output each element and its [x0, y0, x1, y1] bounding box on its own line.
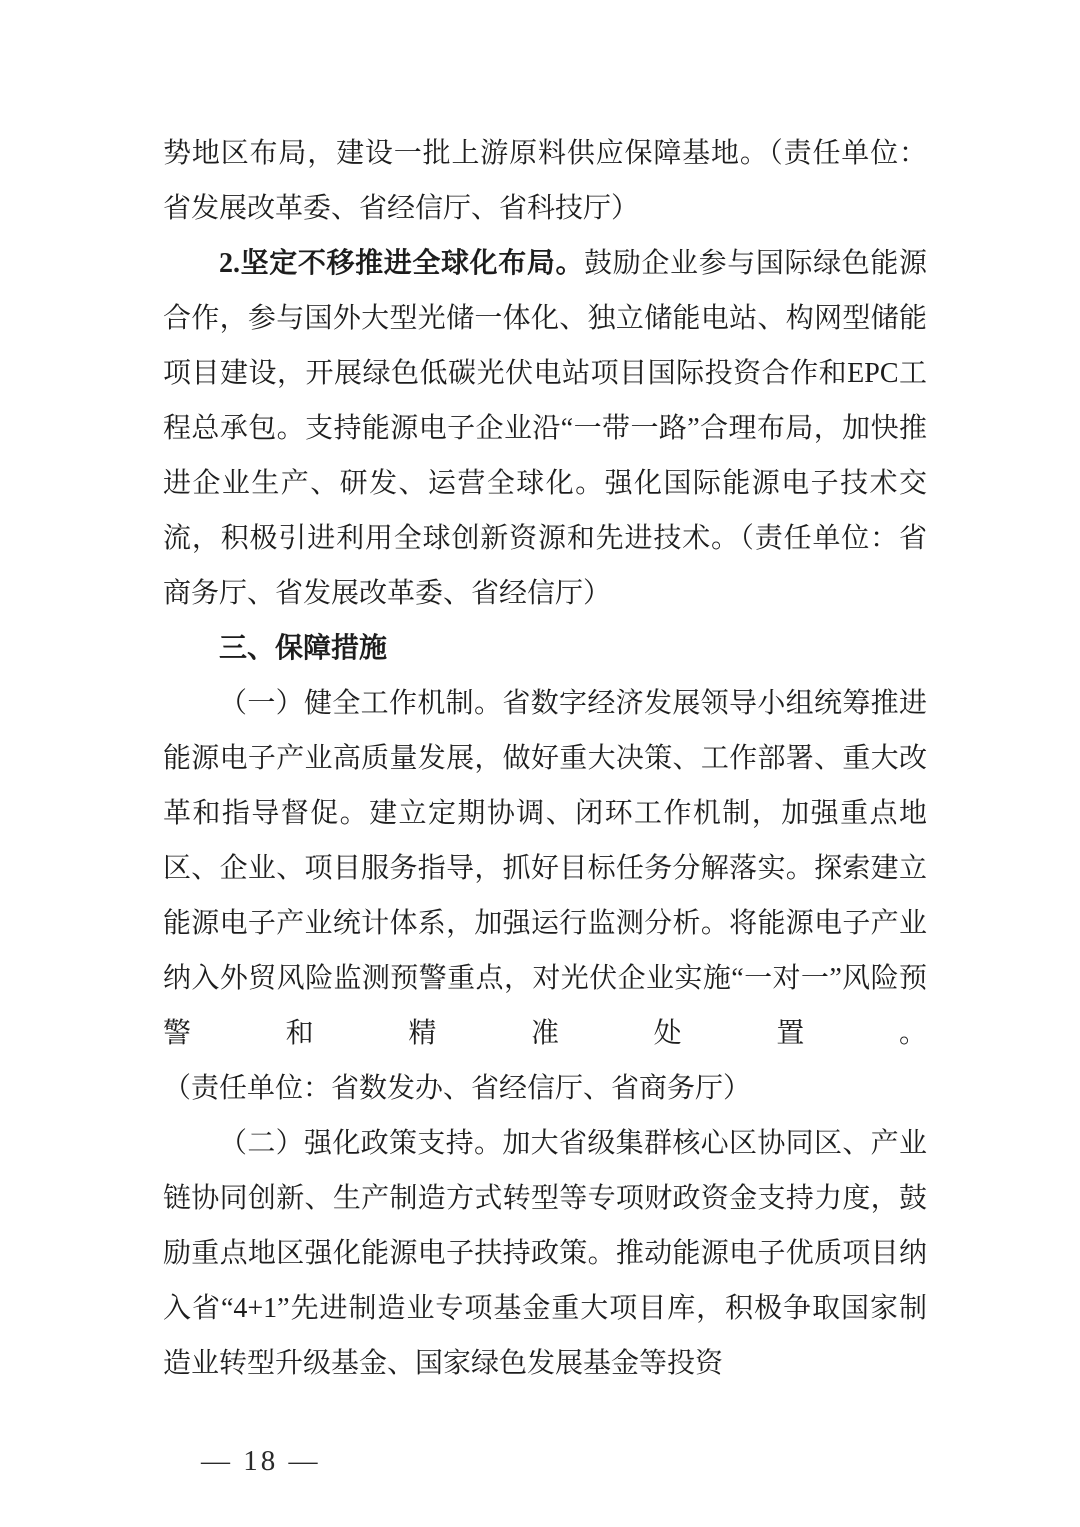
responsibility-unit-run: （责任单位：省商务厅、省发展改革委、省经信厅） [163, 523, 927, 609]
document-body [163, 126, 927, 1391]
responsibility-unit-run: （一）健全工作机制。 [219, 688, 503, 719]
body-text-run: 加大省级集群核心区协同区、产业链协同创新、生产制造方式转型等专项财政资金支持力度，鼓励重点地区强化能源电子扶持政策。推动能源电子优质项目纳入省“4+1”先进制造业专项基金重大项目库，积极争取国家制造业转型升级基金、国家绿色发展基金等投资 [163, 1128, 927, 1379]
body-text-run: 势地区布局，建设一批上游原料供应保障基地。 [163, 138, 769, 169]
para-item-2-policy-support [163, 1116, 927, 1391]
responsibility-unit-run: （二）强化政策支持。 [219, 1128, 503, 1159]
responsibility-unit-run: （责任单位：省发展改革委、省经信厅、省科技厅） [163, 138, 927, 224]
body-text-run: 鼓励企业参与国际绿色能源合作，参与国外大型光储一体化、独立储能电站、构网型储能项目建设，开展绿色低碳光伏电站项目国际投资合作和EPC工程总承包。支持能源电子企业沿“一带一路”合理布局，加快推进企业生产、研发、运营全球化。强化国际能源电子技术交流，积极引进利用全球创新资源和先进技术。 [163, 248, 927, 554]
bold-heading-run: 2.坚定不移推进全球化布局。 [219, 248, 585, 279]
para-item-1-work-mechanism [163, 676, 927, 1116]
heading-section-3-safeguard-measures [163, 621, 927, 676]
body-text-run: 省数字经济发展领导小组统筹推进能源电子产业高质量发展，做好重大决策、工作部署、重大改革和指导督促。建立定期协调、闭环工作机制，加强重点地区、企业、项目服务指导，抓好目标任务分解落实。探索建立能源电子产业统计体系，加强运行监测分析。将能源电子产业纳入外贸风险监测预警重点，对光伏企业实施“一对一”风险预警和精准处置。 [163, 688, 927, 1049]
para-continuation-upstream-supply [163, 126, 927, 236]
responsibility-unit-run: （责任单位：省数发办、省经信厅、省商务厅） [163, 1073, 752, 1104]
bold-heading-run: 三、保障措施 [219, 633, 388, 664]
para-point-2-globalization [163, 236, 927, 621]
page-number: — 18 — [201, 1445, 321, 1477]
page-footer [160, 1412, 321, 1511]
